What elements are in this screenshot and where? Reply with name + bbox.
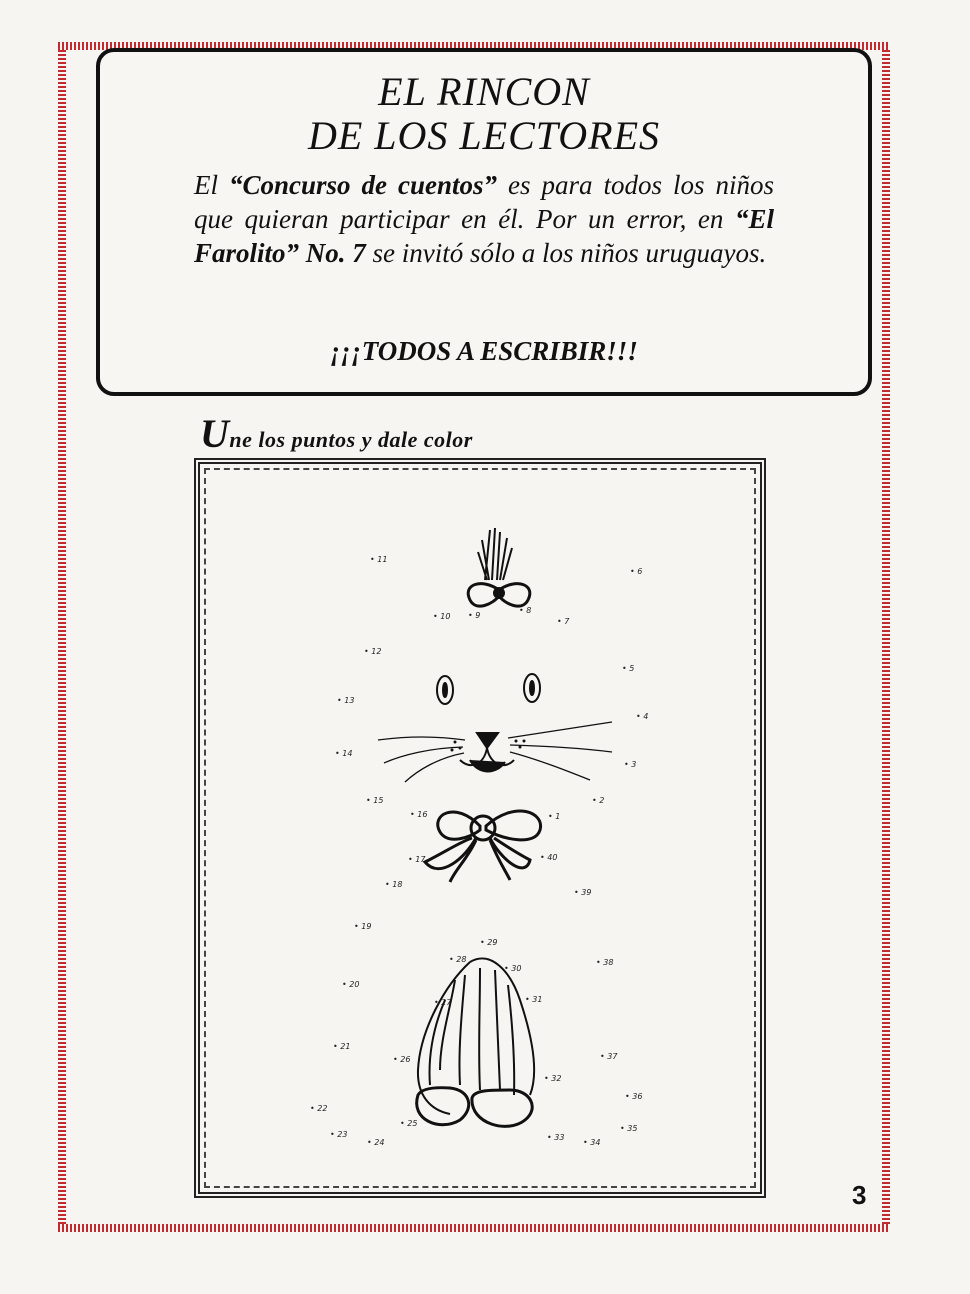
dot-27: • 27 [434,998,452,1007]
notice-text-3: se invitó sólo a los niños uruguayos. [365,238,767,268]
dot-3: • 3 [624,760,637,769]
dot-19: • 19 [354,922,372,931]
page-number: 3 [852,1180,867,1210]
dot-20: • 20 [342,980,360,989]
head-bow-icon [468,528,530,606]
dot-17: • 17 [408,855,426,864]
dot-18: • 18 [385,880,403,889]
dot-2: • 2 [592,796,605,805]
call-to-action: ¡¡¡TODOS A ESCRIBIR!!! [330,336,638,366]
dot-4: • 4 [636,712,649,721]
dot-13: • 13 [337,696,355,705]
notice-contest-name: “Concurso de cuentos” [228,170,497,200]
activity-title-initial: U [200,411,230,456]
notice-text-1: El [194,170,229,200]
dot-38: • 38 [596,958,614,967]
activity-title-rest: ne los puntos y dale color [229,427,473,452]
dot-26: • 26 [393,1055,411,1064]
dot-22: • 22 [310,1104,328,1113]
dot-8: • 8 [519,606,532,615]
dot-39: • 39 [574,888,592,897]
nose-mouth-icon [460,733,514,772]
dot-40: • 40 [540,853,558,862]
dot-1: • 1 [548,812,561,821]
dot-33: • 33 [547,1133,565,1142]
page-title-line2: DE LOS LECTORES [307,113,661,158]
dot-11: • 11 [370,555,388,564]
dot-10: • 10 [433,612,451,621]
dot-5: • 5 [622,664,635,673]
notice-text-2: es para todos los niños que quieran participar en él. Por un error, en [194,170,774,234]
dot-36: • 36 [625,1092,643,1101]
dot-9: • 9 [468,611,481,620]
page-title-line1: EL RINCON [378,69,590,114]
dot-14: • 14 [335,749,353,758]
dot-37: • 37 [600,1052,618,1061]
dot-35: • 35 [620,1124,638,1133]
dot-6: • 6 [630,567,643,576]
dot-16: • 16 [410,810,428,819]
notice-magazine-issue: “El Farolito” No. 7 [194,204,774,268]
dot-31: • 31 [525,995,543,1004]
dot-28: • 28 [449,955,467,964]
bow-tie-icon [425,811,541,882]
dot-23: • 23 [330,1130,348,1139]
bunny-body-icon [417,958,534,1126]
dot-32: • 32 [544,1074,562,1083]
dot-12: • 12 [364,647,382,656]
dot-24: • 24 [367,1138,385,1147]
dot-34: • 34 [583,1138,601,1147]
dot-7: • 7 [557,617,570,626]
eyes-icon [437,674,540,704]
dot-25: • 25 [400,1119,418,1128]
dot-21: • 21 [333,1042,351,1051]
dot-30: • 30 [504,964,522,973]
dot-15: • 15 [366,796,384,805]
whiskers-icon [378,722,612,782]
dot-29: • 29 [480,938,498,947]
